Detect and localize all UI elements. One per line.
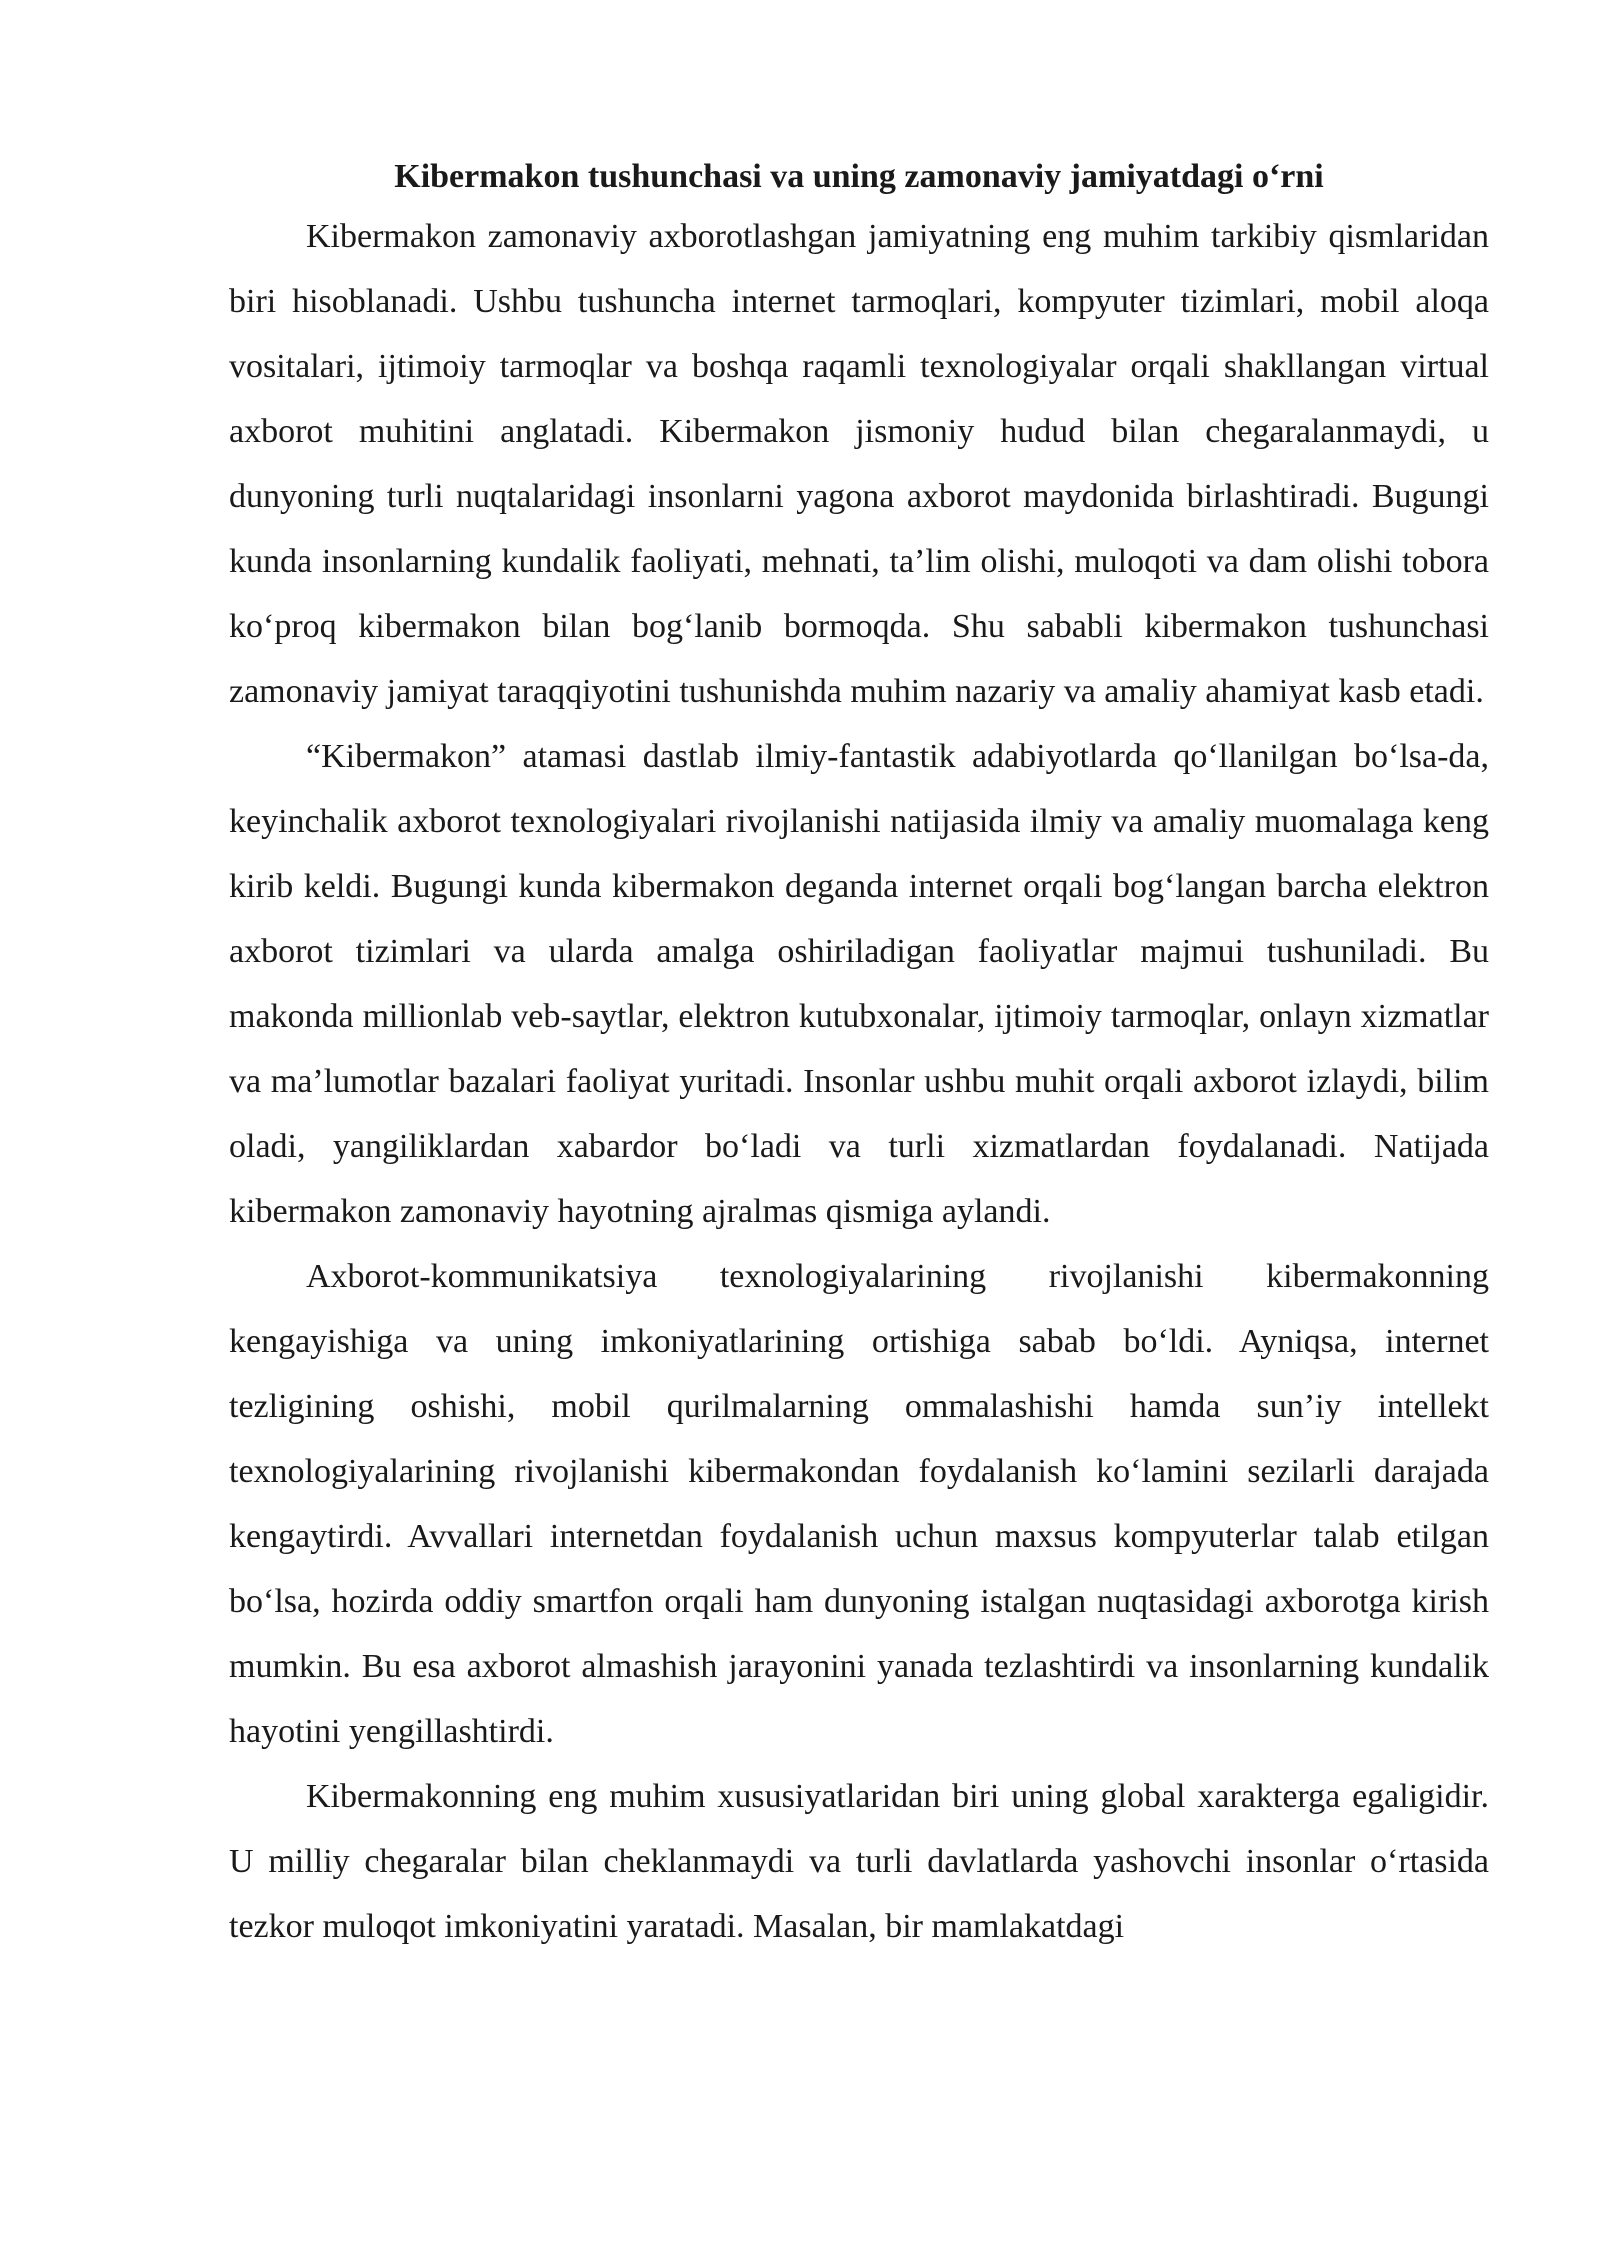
paragraph-3: Axborot-kommunikatsiya texnologiyalarining rivojlanishi kibermakonning kengayishiga va uning imkoniyatlarining ortishiga sabab bo‘ldi. Ayniqsa, internet tezligining oshishi, mobil qurilmalarning ommalashishi hamda sun’iy intellekt texnologiyalarining rivojlanishi kibermakondan foydalanish ko‘lamini sezilarli darajada kengaytirdi. Avvallari internetdan foydalanish uchun maxsus kompyuterlar talab etilgan bo‘lsa, hozirda oddiy smartfon orqali ham dunyoning istalgan nuqtasidagi axborotga kirish mumkin. Bu esa axborot almashish jarayonini yanada tezlashtirdi va insonlarning kundalik hayotini yengillashtirdi. [229,1258,1489,1750]
paragraph-2: “Kibermakon” atamasi dastlab ilmiy-fantastik adabiyotlarda qo‘llanilgan bo‘lsa-da, keyinchalik axborot texnologiyalari rivojlanishi natijasida ilmiy va amaliy muomalaga keng kirib keldi. Bugungi kunda kibermakon deganda internet orqali bog‘langan barcha elektron axborot tizimlari va ularda amalga oshiriladigan faoliyatlar majmui tushuniladi. Bu makonda millionlab veb-saytlar, elektron kutubxonalar, ijtimoiy tarmoqlar, onlayn xizmatlar va ma’lumotlar bazalari faoliyat yuritadi. Insonlar ushbu muhit orqali axborot izlaydi, bilim oladi, yangiliklardan xabardor bo‘ladi va turli xizmatlardan foydalanadi. Natijada kibermakon zamonaviy hayotning ajralmas qismiga aylandi. [229,738,1489,1230]
paragraph-1: Kibermakon zamonaviy axborotlashgan jamiyatning eng muhim tarkibiy qismlaridan biri hisoblanadi. Ushbu tushuncha internet tarmoqlari, kompyuter tizimlari, mobil aloqa vositalari, ijtimoiy tarmoqlar va boshqa raqamli texnologiyalar orqali shakllangan virtual axborot muhitini anglatadi. Kibermakon jismoniy hudud bilan chegaralanmaydi, u dunyoning turli nuqtalaridagi insonlarni yagona axborot maydonida birlashtiradi. Bugungi kunda insonlarning kundalik faoliyati, mehnati, ta’lim olishi, muloqoti va dam olishi tobora ko‘proq kibermakon bilan bog‘lanib bormoqda. Shu sababli kibermakon tushunchasi zamonaviy jamiyat taraqqiyotini tushunishda muhim nazariy va amaliy ahamiyat kasb etadi. [229,218,1489,710]
document-body [229,150,1489,1959]
paragraph-4: Kibermakonning eng muhim xususiyatlaridan biri uning global xarakterga egaligidir. U milliy chegaralar bilan cheklanmaydi va turli davlatlarda yashovchi insonlar o‘rtasida tezkor muloqot imkoniyatini yaratadi. Masalan, bir mamlakatdagi [229,1778,1489,1945]
document-title: Kibermakon tushunchasi va uning zamonaviy jamiyatdagi o‘rni [394,158,1324,195]
